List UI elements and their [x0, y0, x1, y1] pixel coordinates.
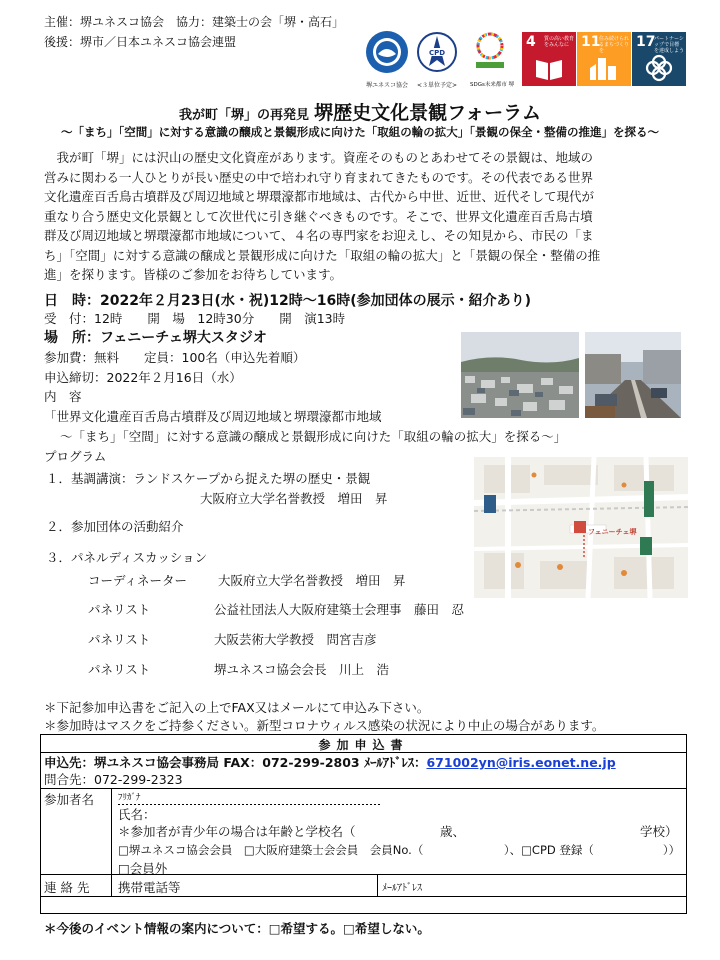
future-events-preference[interactable]: ＊今後のイベント情報の案内について：□希望する。□希望しない。 — [44, 921, 430, 936]
city-aerial-photo — [461, 332, 579, 418]
program-label: プログラム — [44, 449, 107, 464]
organizers-text: 主催：堺ユネスコ協会 協力：建築士の会「堺・高石」 — [44, 15, 345, 29]
panel-role: コーディネーター — [88, 573, 188, 588]
page-subtitle: ～「まち」「空間」に対する意識の醸成と景観形成に向けた「取組の輪の拡大」「景観の保全・整備の推進」を探る～ — [61, 125, 659, 139]
theme-line: 「世界文化遺産百舌鳥古墳群及び周辺地域と堺環濠都市地域 — [44, 409, 382, 424]
street-photo — [585, 332, 681, 418]
program-item-panel: ３．パネルディスカッション — [46, 550, 208, 565]
mask-note: ＊参加時はマスクをご持参ください。新型コロナウィルス感染の状況により中止の場合があります。 — [44, 718, 605, 733]
unesco-logo — [362, 30, 412, 90]
apply-to-text: 申込先：堺ユネスコ協会事務局 FAX：072-299-2803 ﾒｰﾙｱﾄﾞﾚｽ： — [44, 755, 427, 770]
title-prefix: 我が町「堺」の再発見 — [179, 108, 310, 123]
sdgs-caption: SDGs未来都市 堺 — [470, 82, 515, 88]
supporters-text: 後援：堺市／日本ユネスコ協会連盟 — [44, 35, 237, 49]
youth-age-school-note: ＊参加者が青少年の場合は年齢と学校名（ — [118, 824, 356, 839]
sdgs-future-city-logo — [470, 30, 515, 90]
program-item-keynote: １．基調講演：ランドスケープから捉えた堺の歴史・景観 — [46, 471, 371, 486]
application-note: ＊下記参加申込書をご記入の上でFAX又はメールにて申込み下さい。 — [44, 700, 430, 715]
book-icon — [534, 54, 564, 82]
form-title: 参加申込書 — [318, 738, 409, 752]
intro-paragraph — [44, 148, 674, 285]
intro-line: 進」を探ります。皆様のご参加をお待ちしています。 — [44, 267, 343, 282]
panel-role: パネリスト — [88, 662, 151, 677]
sdg-goal-4-icon: 4 質の高い教育をみんなに — [522, 32, 576, 86]
intro-line: 重なり合う歴史文化景観として次世代に引き継ぐべきものです。そこで、世界文化遺産百舌鳥古墳 — [44, 208, 593, 224]
mobile-phone-field[interactable]: 携帯電話等 — [118, 880, 181, 895]
panel-member: 公益社団法人大阪府建築士会理事 藤田 忍 — [214, 602, 465, 617]
intro-line: 我が町「堺」には沢山の歴史文化資産があります。資産そのものとあわせてその景観は、地域の — [44, 150, 594, 165]
intro-line: ち」「空間」に対する意識の醸成と景観形成に向けた「取組の輪の拡大」と「景観の保全・整備の推 — [44, 247, 601, 263]
panel-member: 大阪芸術大学教授 問宮吉彦 — [214, 632, 377, 647]
svg-text:CPD: CPD — [428, 49, 446, 57]
sdg-goal-11-icon: 11 住み続けられるまちづくりを — [577, 32, 631, 86]
application-deadline: 申込締切：2022年２月16日（水） — [44, 370, 242, 385]
panel-role: パネリスト — [88, 632, 151, 647]
city-icon — [589, 54, 619, 82]
intro-line: 文化遺産百舌鳥古墳群及び周辺地域と堺環濠都市地域は、古代から中世、近世、近代そして現代が — [44, 189, 595, 204]
intro-line: 営みに関わる一人ひとりが長い歴史の中で培われ守り育まれてきたものです。その代表である世界 — [44, 169, 594, 185]
theme-line: ～「まち」「空間」に対する意識の醸成と景観形成に向けた「取組の輪の拡大」を探る～」 — [60, 429, 567, 444]
organizer-block — [44, 12, 344, 52]
unesco-caption: 堺ユネスコ協会 — [365, 82, 408, 89]
map-venue-label: フェニーチェ堺 — [588, 528, 637, 536]
partnership-icon — [644, 54, 674, 82]
youth-age-field[interactable]: 歳、 — [440, 824, 466, 839]
nonmember-checkbox[interactable]: □会員外 — [118, 861, 168, 876]
application-email-link[interactable]: 671002yn@iris.eonet.ne.jp — [426, 755, 616, 770]
sdg-goal-17-icon: 17 パートナーシップで目標を達成しよう — [632, 32, 686, 86]
page-title — [0, 98, 720, 125]
keynote-speaker: 大阪府立大学名誉教授 増田 昇 — [200, 491, 388, 506]
apply-to-line — [44, 753, 616, 771]
panel-member: 大阪府立大学名誉教授 増田 昇 — [218, 573, 406, 588]
participant-name-label: 参加者名 — [44, 792, 95, 807]
event-fee: 参加費：無料 定員：100名（申込先着順） — [44, 350, 306, 365]
event-venue: 場 所：フェニーチェ堺大スタジオ — [44, 330, 267, 346]
youth-school-field[interactable]: 学校） — [640, 824, 678, 839]
content-label: 内 容 — [44, 389, 82, 404]
furigana-label: ﾌﾘｶﾞﾅ — [118, 793, 141, 803]
intro-line: 群及び周辺地域と堺環濠都市地域について、４名の専門家をお迎えし、その知見から、市民の「ま — [44, 228, 594, 243]
event-times: 受 付：12時 開 場 12時30分 開 演13時 — [44, 311, 346, 326]
contact-label: 連 絡 先 — [44, 880, 90, 895]
panel-role: パネリスト — [88, 602, 151, 617]
membership-checkboxes[interactable]: □堺ユネスコ協会会員 □大阪府建築士会会員 会員No.（ ）、□CPD 登録（ ）） — [118, 843, 681, 857]
venue-map — [474, 457, 688, 598]
event-date: 日 時：2022年２月23日(水・祝)12時～16時(参加団体の展示・紹介あり) — [44, 293, 532, 309]
program-item-groups: ２．参加団体の活動紹介 — [46, 519, 184, 534]
cpd-caption: <３単位予定> — [416, 82, 458, 89]
title-main: 堺歴史文化景観フォーラム — [314, 102, 541, 124]
inquiry-phone: 問合先：072-299-2323 — [44, 772, 183, 787]
name-field[interactable]: 氏名： — [118, 807, 156, 822]
cpd-logo — [416, 30, 458, 90]
panel-member: 堺ユネスコ協会会長 川上 浩 — [214, 662, 390, 677]
email-field[interactable]: ﾒｰﾙｱﾄﾞﾚｽ — [382, 883, 422, 894]
